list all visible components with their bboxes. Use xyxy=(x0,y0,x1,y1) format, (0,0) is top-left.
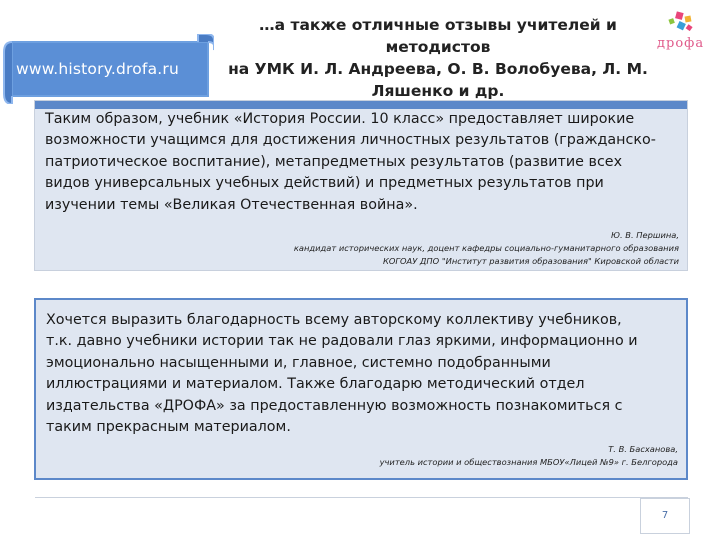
quote-line: патриотическое воспитание), метапредметных результатов (развитие всех xyxy=(45,153,623,170)
review-author-position: кандидат исторических наук, доцент кафедры социально-гуманитарного образования xyxy=(293,243,679,253)
review-quote xyxy=(46,310,676,438)
heading-line: на УМК И. Л. Андреева, О. В. Волобуева, Л. М. xyxy=(228,60,648,78)
heading-line: …а также отличные отзывы учителей и методистов xyxy=(259,16,617,56)
review-signature xyxy=(294,229,679,268)
quote-line: видов универсальных учебных действий) и предметных результатов при xyxy=(45,175,604,192)
quote-line: т.к. давно учебники истории так не радовали глаз яркими, информационно и xyxy=(46,333,638,350)
review-signature xyxy=(380,443,678,469)
quote-line: иллюстрациями и материалом. Также благодарю методический отдел xyxy=(46,376,585,393)
slide-heading xyxy=(222,14,654,102)
review-author: Т. В. Басханова, xyxy=(608,444,678,454)
quote-line: возможности учащимся для достижения личностных результатов (гражданско- xyxy=(45,132,656,149)
footer-divider xyxy=(35,497,688,498)
site-url-text[interactable]: www.history.drofa.ru xyxy=(16,60,179,78)
review-card xyxy=(34,298,688,480)
drofa-logo-text: дрофа xyxy=(657,36,705,51)
page-number: 7 xyxy=(661,510,669,521)
quote-line: таким прекрасным материалом. xyxy=(46,419,291,436)
drofa-logo xyxy=(654,10,710,56)
quote-line: Таким образом, учебник «История России. 10 класс» предоставляет широкие xyxy=(45,111,635,127)
review-card xyxy=(34,100,688,271)
review-author: Ю. В. Першина, xyxy=(611,230,679,240)
heading-line: Ляшенко и др. xyxy=(371,82,505,100)
quote-line: Хочется выразить благодарность всему авторскому коллективу учебников, xyxy=(46,312,622,328)
quote-line: эмоционально насыщенными и, главное, системно подобранными xyxy=(46,354,551,371)
site-url-banner xyxy=(2,34,214,104)
review-author-position: КОГОАУ ДПО "Институт развития образования" Кировской области xyxy=(382,256,679,266)
review-author-position: учитель истории и обществознания МБОУ«Лицей №9» г. Белгорода xyxy=(379,457,678,467)
quote-line: издательства «ДРОФА» за предоставленную возможность познакомиться с xyxy=(46,397,623,414)
quote-line: изучении темы «Великая Отечественная война». xyxy=(45,196,418,213)
review-quote xyxy=(45,109,677,216)
